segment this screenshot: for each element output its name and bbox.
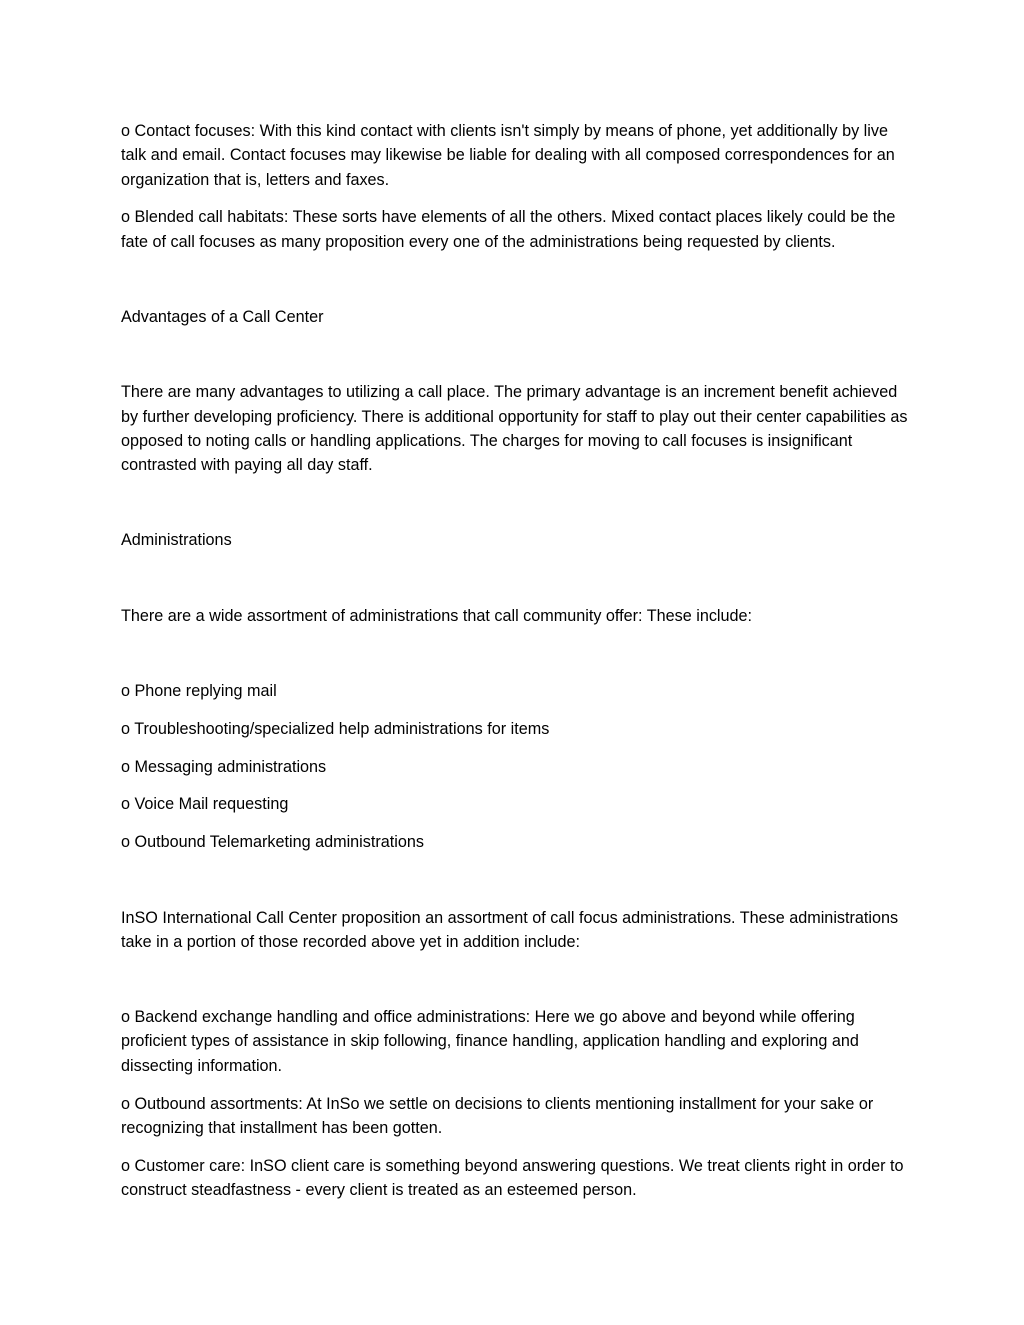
list-item-outbound-assortments: o Outbound assortments: At InSo we settle on decisions to clients mentioning installment for your sake or recognizing that installment has been gotten. <box>121 1094 874 1137</box>
list-item-messaging: o Messaging administrations <box>121 757 327 776</box>
list-item-phone: o Phone replying mail <box>121 682 277 701</box>
heading-administrations: Administrations <box>121 531 232 550</box>
paragraph-inso-intro: InSO International Call Center proposition an assortment of call focus administrations. These administrations take in a portion of those recorded above yet in addition include: <box>121 908 899 951</box>
paragraph-contact-focuses: o Contact focuses: With this kind contact with clients isn't simply by means of phone, yet additionally by live talk and email. Contact focuses may likewise be liable for dealing with all composed correspondences for an organization that is, letters and faxes. <box>121 122 895 189</box>
list-item-troubleshooting: o Troubleshooting/specialized help administrations for items <box>121 719 550 738</box>
list-item-outbound-telemarketing: o Outbound Telemarketing administrations <box>121 833 424 852</box>
paragraph-blended-call-habitats: o Blended call habitats: These sorts have elements of all the others. Mixed contact places likely could be the fate of call focuses as many proposition every one of the administrations being requested by clients. <box>121 208 896 251</box>
list-item-customer-care: o Customer care: InSO client care is something beyond answering questions. We treat clients right in order to construct steadfastness - every client is treated as an esteemed person. <box>121 1156 904 1199</box>
heading-advantages: Advantages of a Call Center <box>121 307 324 326</box>
paragraph-advantages: There are many advantages to utilizing a call place. The primary advantage is an increment benefit achieved by further developing proficiency. There is additional opportunity for staff to play out their center capabilities as opposed to noting calls or handling applications. The charges for moving to call focuses is insignificant contrasted with paying all day staff. <box>121 383 908 475</box>
list-item-backend: o Backend exchange handling and office administrations: Here we go above and beyond while offering proficient types of assistance in skip following, finance handling, application handling and exploring and dissecting information. <box>121 1008 859 1075</box>
document-page <box>121 119 911 1202</box>
list-item-voice-mail: o Voice Mail requesting <box>121 795 289 814</box>
paragraph-administrations-intro: There are a wide assortment of administrations that call community offer: These include: <box>121 606 753 625</box>
